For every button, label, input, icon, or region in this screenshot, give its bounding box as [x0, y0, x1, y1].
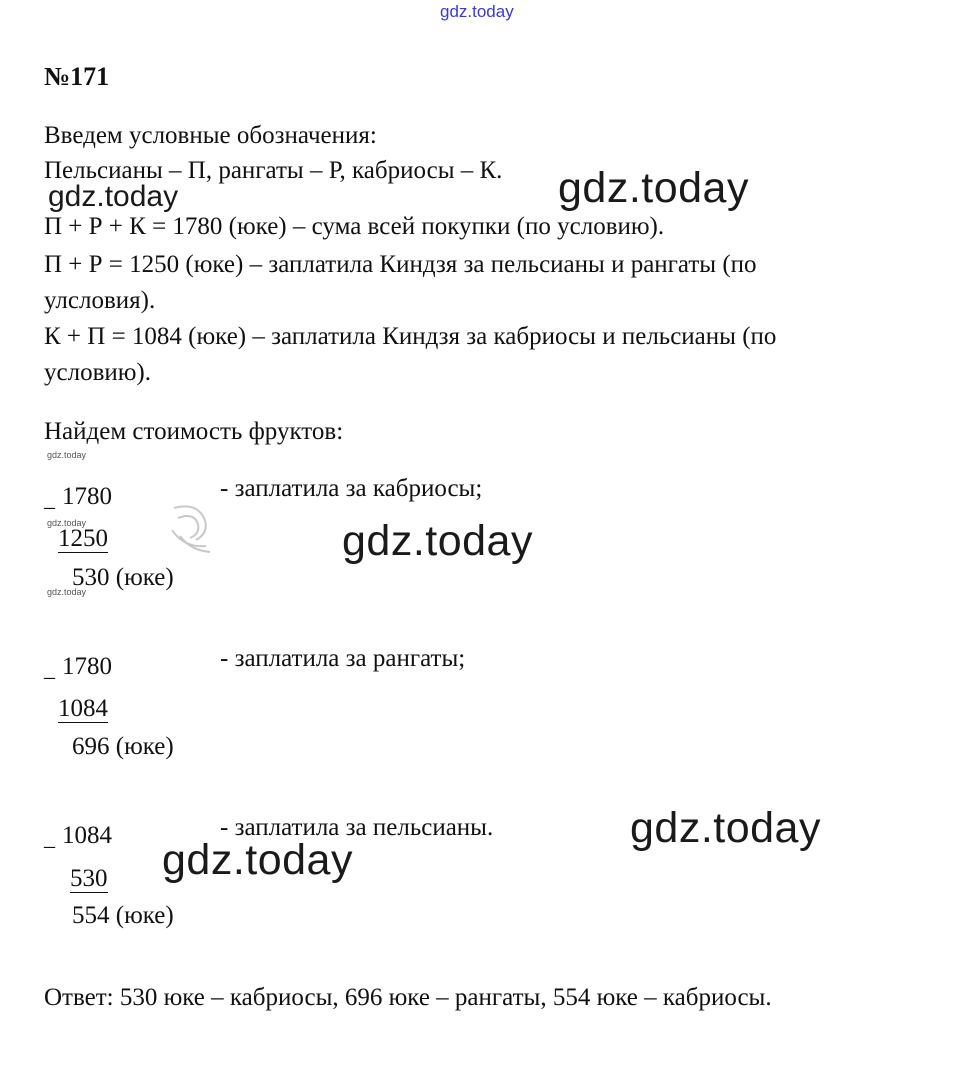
subtrahend: 1084	[58, 695, 108, 722]
watermark-big: gdz.today	[558, 164, 749, 212]
result: 530 (юке)	[72, 564, 174, 591]
watermark-small: gdz.today	[48, 180, 179, 213]
watermark-tiny: gdz.today	[47, 587, 87, 597]
problem-number: №171	[44, 62, 110, 91]
swirl-logo-icon	[166, 500, 218, 556]
watermark-tiny: gdz.today	[47, 450, 87, 460]
answer-text: Ответ: 530 юке – кабриосы, 696 юке – рангаты, 554 юке – кабриосы.	[44, 984, 772, 1011]
minuend: 1084	[62, 822, 112, 849]
find-text: Найдем стоимость фруктов:	[44, 418, 344, 445]
minuend: 1780	[62, 653, 112, 680]
calculation-note: - заплатила за пельсианы.	[220, 814, 494, 841]
intro-text: Введем условные обозначения:	[44, 122, 377, 149]
calculation-note: - заплатила за рангаты;	[220, 645, 466, 672]
watermark-tiny: gdz.today	[47, 518, 87, 528]
result: 554 (юке)	[72, 902, 174, 929]
watermark-big: gdz.today	[162, 836, 353, 884]
watermark-big: gdz.today	[342, 517, 533, 565]
minus-sign: _	[44, 825, 55, 850]
result: 696 (юке)	[72, 733, 174, 760]
watermark-big: gdz.today	[630, 804, 821, 852]
equation-k-p-line1: К + П = 1084 (юке) – заплатила Киндзя за кабриосы и пельсианы (по	[44, 323, 777, 350]
top-watermark: gdz.today	[440, 2, 514, 21]
equation-p-r-line1: П + Р = 1250 (юке) – заплатила Киндзя за пельсианы и рангаты (по	[44, 251, 757, 278]
equation-k-p-line2: условию).	[44, 359, 152, 386]
minuend: 1780	[62, 483, 112, 510]
subtrahend: 530	[70, 865, 108, 892]
legend-text: Пельсианы – П, рангаты – Р, кабриосы – К.	[44, 157, 503, 184]
subtrahend: 1250	[58, 525, 108, 552]
minus-sign: _	[44, 486, 55, 511]
calculation-note: - заплатила за кабриосы;	[220, 475, 483, 502]
minus-sign: _	[44, 656, 55, 681]
equation-p-r-line2: улсловия).	[44, 287, 156, 314]
equation-total: П + Р + К = 1780 (юке) – сума всей покупки (по условию).	[44, 213, 665, 240]
